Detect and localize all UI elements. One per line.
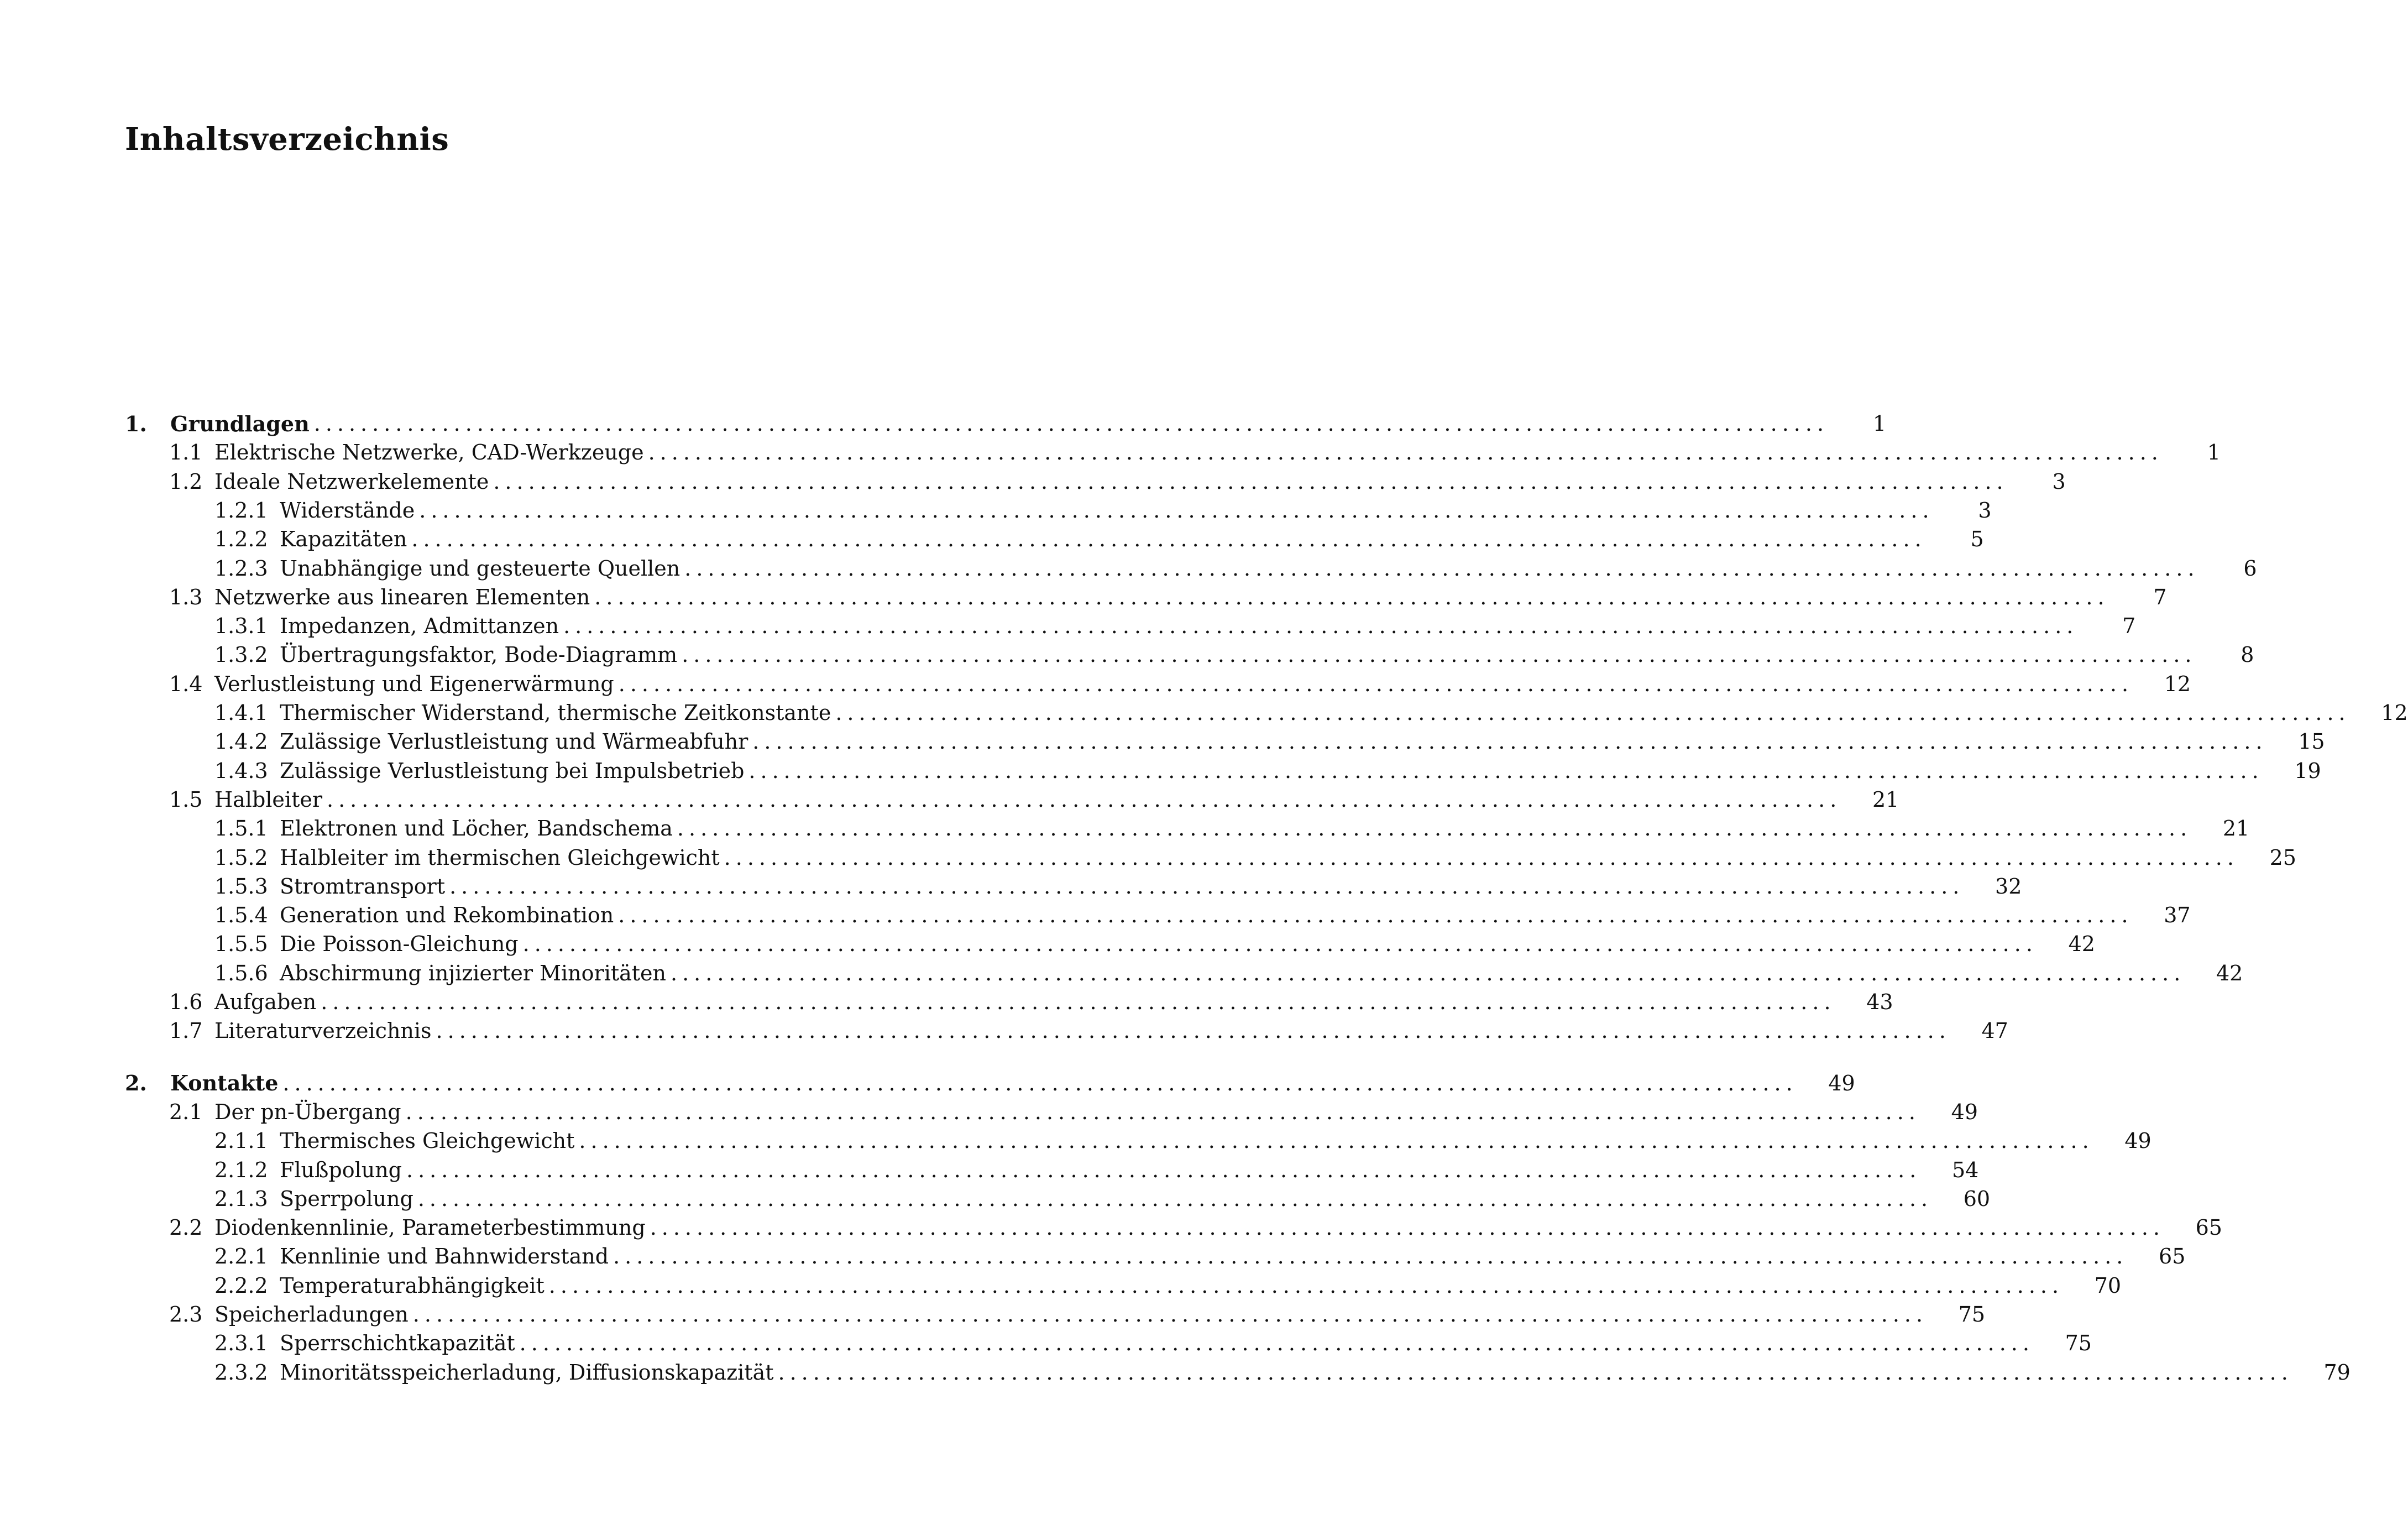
toc-title: Übertragungsfaktor, Bode-Diagramm [280,643,678,667]
toc-title: Verlustleistung und Eigenerwärmung [214,671,614,696]
toc-page-number: 8 [2241,643,2254,667]
dot-leader: .................................................................................................................................. [778,1360,2293,1385]
toc-subsection[interactable] [125,959,2243,988]
toc-page-number: 79 [2323,1360,2351,1385]
toc-subsection[interactable] [125,612,2136,640]
toc-subsection[interactable] [125,843,2296,872]
toc-number: 1.6 [169,990,203,1014]
toc-title: Sperrschichtkapazität [280,1331,515,1356]
toc-number: 2.2.1 [214,1244,268,1269]
toc-number: 1.3.2 [214,643,268,667]
toc-number: 1.5.5 [214,932,268,957]
toc-title: Temperaturabhängigkeit [280,1273,545,1298]
toc-chapter[interactable] [125,409,1887,438]
toc-title: Thermischer Widerstand, thermische Zeitkonstante [280,701,831,725]
toc-page-number: 49 [2124,1129,2152,1153]
dot-leader: .................................................................................................................................. [522,932,2038,957]
dot-leader: .................................................................................................................................. [684,556,2200,581]
toc-number: 1.2.3 [214,556,268,581]
toc-title: Die Poisson-Gleichung [280,932,519,957]
toc-page-number: 6 [2243,556,2257,581]
toc-page-number: 49 [1951,1099,1978,1124]
toc-title: Halbleiter [214,787,322,812]
toc-title: Zulässige Verlustleistung und Wärmeabfuhr [280,729,748,754]
toc-title: Elektrische Netzwerke, CAD-Werkzeuge [214,440,644,465]
toc-number: 1.3.1 [214,614,268,639]
toc-number: 2.3.1 [214,1331,268,1356]
toc-title: Netzwerke aus linearen Elementen [214,584,590,609]
page-title: Inhaltsverzeichnis [125,121,449,158]
toc-title: Kontakte [170,1071,279,1096]
toc-subsection[interactable] [125,1126,2152,1155]
toc-page-number: 15 [2298,729,2325,754]
toc-number: 2. [125,1071,147,1096]
dot-leader: .................................................................................................................................. [519,1331,2034,1356]
dot-leader: .................................................................................................................................. [594,584,2109,609]
toc-subsection[interactable] [125,901,2191,930]
toc-subsection[interactable] [125,727,2325,756]
toc-page-number: 65 [2195,1215,2222,1240]
toc-number: 2.1.1 [214,1129,268,1153]
toc-page-number: 43 [1866,990,1893,1014]
toc-subsection[interactable] [125,496,1992,525]
toc-title: Generation und Rekombination [280,903,614,928]
toc-subsection[interactable] [125,698,2408,727]
toc-subsection[interactable] [125,756,2321,785]
toc-number: 2.3.2 [214,1360,268,1385]
toc-page-number: 1 [2207,440,2221,465]
toc-subsection[interactable] [125,1184,1991,1213]
toc-page-number: 49 [1828,1071,1855,1095]
toc-title: Zulässige Verlustleistung bei Impulsbetrieb [280,758,745,783]
dot-leader: .................................................................................................................................. [449,874,1965,899]
toc-page-number: 47 [1981,1019,2008,1043]
toc-page-number: 65 [2159,1244,2186,1269]
toc-number: 1.3 [169,584,203,609]
toc-number: 1.5.6 [214,960,268,985]
toc-number: 1.4.3 [214,758,268,783]
dot-leader: .................................................................................................................................. [618,671,2134,696]
dot-leader: .................................................................................................................................. [282,1071,1798,1095]
toc-page-number: 7 [2122,614,2136,639]
dot-leader: .................................................................................................................................. [671,960,2186,985]
toc-subsection[interactable] [125,554,2257,583]
toc-section[interactable] [125,1016,2008,1045]
dot-leader: .................................................................................................................................. [613,1244,2128,1269]
dot-leader: .................................................................................................................................. [648,440,2163,465]
toc-number: 2.1 [169,1099,203,1124]
toc-subsection[interactable] [125,1156,1979,1184]
toc-subsection[interactable] [125,814,2250,843]
toc-number: 1.5 [169,787,203,812]
toc-title: Kapazitäten [280,527,407,552]
toc-section[interactable] [125,1098,1978,1126]
toc-title: Aufgaben [214,990,317,1014]
toc-number: 1.2.1 [214,498,268,523]
toc-title: Stromtransport [280,874,446,899]
dot-leader: .................................................................................................................................. [579,1129,2094,1153]
toc-subsection[interactable] [125,1242,2186,1271]
toc-subsection[interactable] [125,525,1984,554]
toc-number: 1.5.4 [214,903,268,928]
toc-title: Sperrpolung [280,1186,413,1211]
toc-title: Thermisches Gleichgewicht [280,1129,575,1153]
toc-title: Impedanzen, Admittanzen [280,614,559,639]
toc-section[interactable] [125,1213,2222,1242]
dot-leader: .................................................................................................................................. [618,903,2133,928]
toc-title: Speicherladungen [214,1302,409,1327]
dot-leader: .................................................................................................................................. [436,1019,1951,1043]
toc-page-number: 25 [2269,845,2296,870]
toc-number: 1.5.1 [214,816,268,841]
toc-title: Abschirmung injizierter Minoritäten [280,960,667,985]
toc-number: 1.1 [169,440,203,465]
toc-page-number: 12 [2381,701,2408,725]
toc-title: Der pn-Übergang [214,1099,401,1124]
dot-leader: .................................................................................................................................. [650,1215,2165,1240]
toc-title: Grundlagen [170,411,310,436]
toc-page-number: 21 [1872,787,1899,812]
toc-page-number: 42 [2068,932,2095,957]
toc-title: Halbleiter im thermischen Gleichgewicht [280,845,720,870]
toc-subsection[interactable] [125,640,2254,669]
toc-number: 2.1.3 [214,1186,268,1211]
toc-title: Ideale Netzwerkelemente [214,469,489,494]
toc-number: 2.3 [169,1302,203,1327]
dot-leader: .................................................................................................................................. [835,701,2351,725]
toc-number: 2.2.2 [214,1273,268,1298]
toc-subsection[interactable] [125,930,2095,958]
toc-subsection[interactable] [125,1329,2092,1358]
dot-leader: .................................................................................................................................. [682,643,2197,667]
dot-leader: .................................................................................................................................. [417,1186,1933,1211]
toc-section[interactable] [125,583,2167,612]
toc-title: Minoritätsspeicherladung, Diffusionskapazität [280,1360,774,1385]
toc-page-number: 19 [2294,758,2321,783]
toc-page-number: 54 [1951,1157,1979,1182]
toc-number: 2.2 [169,1215,203,1240]
toc-subsection[interactable] [125,1358,2351,1387]
toc-number: 1.2 [169,469,203,494]
toc-page-number: 3 [2052,469,2066,494]
dot-leader: .................................................................................................................................. [419,498,1934,523]
toc-page-number: 37 [2164,903,2191,928]
toc-section[interactable] [125,467,2066,496]
toc-section[interactable] [125,785,1899,814]
toc-title: Diodenkennlinie, Parameterbestimmung [214,1215,646,1240]
toc-title: Widerstände [280,498,415,523]
toc-page-number: 75 [1958,1302,1986,1327]
toc-page-number: 42 [2216,960,2243,985]
toc-chapter[interactable] [125,1069,1855,1098]
toc-page-number: 12 [2164,671,2191,696]
toc-page-number: 21 [2222,816,2250,841]
toc-section[interactable] [125,988,1893,1016]
toc-number: 1.4 [169,671,203,696]
toc-title: Unabhängige und gesteuerte Quellen [280,556,680,581]
toc-subsection[interactable] [125,872,2022,901]
toc-page-number: 1 [1872,411,1887,436]
toc-section[interactable] [125,1300,1986,1329]
toc-title: Literaturverzeichnis [214,1019,432,1043]
toc-number: 1.5.2 [214,845,268,870]
toc-number: 1.2.2 [214,527,268,552]
toc-title: Kennlinie und Bahnwiderstand [280,1244,609,1269]
toc-subsection[interactable] [125,1271,2122,1300]
dot-leader: .................................................................................................................................. [405,1099,1920,1124]
dot-leader: .................................................................................................................................. [493,469,2008,494]
dot-leader: .................................................................................................................................. [411,527,1927,552]
dot-leader: .................................................................................................................................. [677,816,2192,841]
toc-section[interactable] [125,438,2221,467]
toc-page-number: 75 [2065,1331,2092,1356]
dot-leader: .................................................................................................................................. [412,1302,1928,1327]
toc-page-number: 3 [1978,498,1992,523]
toc-number: 2.1.2 [214,1157,268,1182]
dot-leader: .................................................................................................................................. [563,614,2079,639]
toc-number: 1. [125,411,147,436]
toc-title: Flußpolung [280,1157,402,1182]
toc-number: 1.4.1 [214,701,268,725]
dot-leader: .................................................................................................................................. [752,729,2268,754]
toc-page-number: 5 [1970,527,1984,552]
toc-number: 1.7 [169,1019,203,1043]
toc-page-number: 70 [2094,1273,2122,1298]
toc-page-number: 60 [1963,1186,1991,1211]
toc-number: 1.5.3 [214,874,268,899]
toc-number: 1.4.2 [214,729,268,754]
dot-leader: .................................................................................................................................. [321,990,1836,1014]
dot-leader: .................................................................................................................................. [327,787,1842,812]
dot-leader: .................................................................................................................................. [748,758,2264,783]
toc-page-number: 7 [2153,584,2167,609]
dot-leader: .................................................................................................................................. [548,1273,2064,1298]
dot-leader: .................................................................................................................................. [313,411,1829,436]
toc-title: Elektronen und Löcher, Bandschema [280,816,673,841]
dot-leader: .................................................................................................................................. [406,1157,1922,1182]
toc-page-number: 32 [1995,874,2022,899]
dot-leader: .................................................................................................................................. [724,845,2239,870]
toc-section[interactable] [125,670,2191,698]
